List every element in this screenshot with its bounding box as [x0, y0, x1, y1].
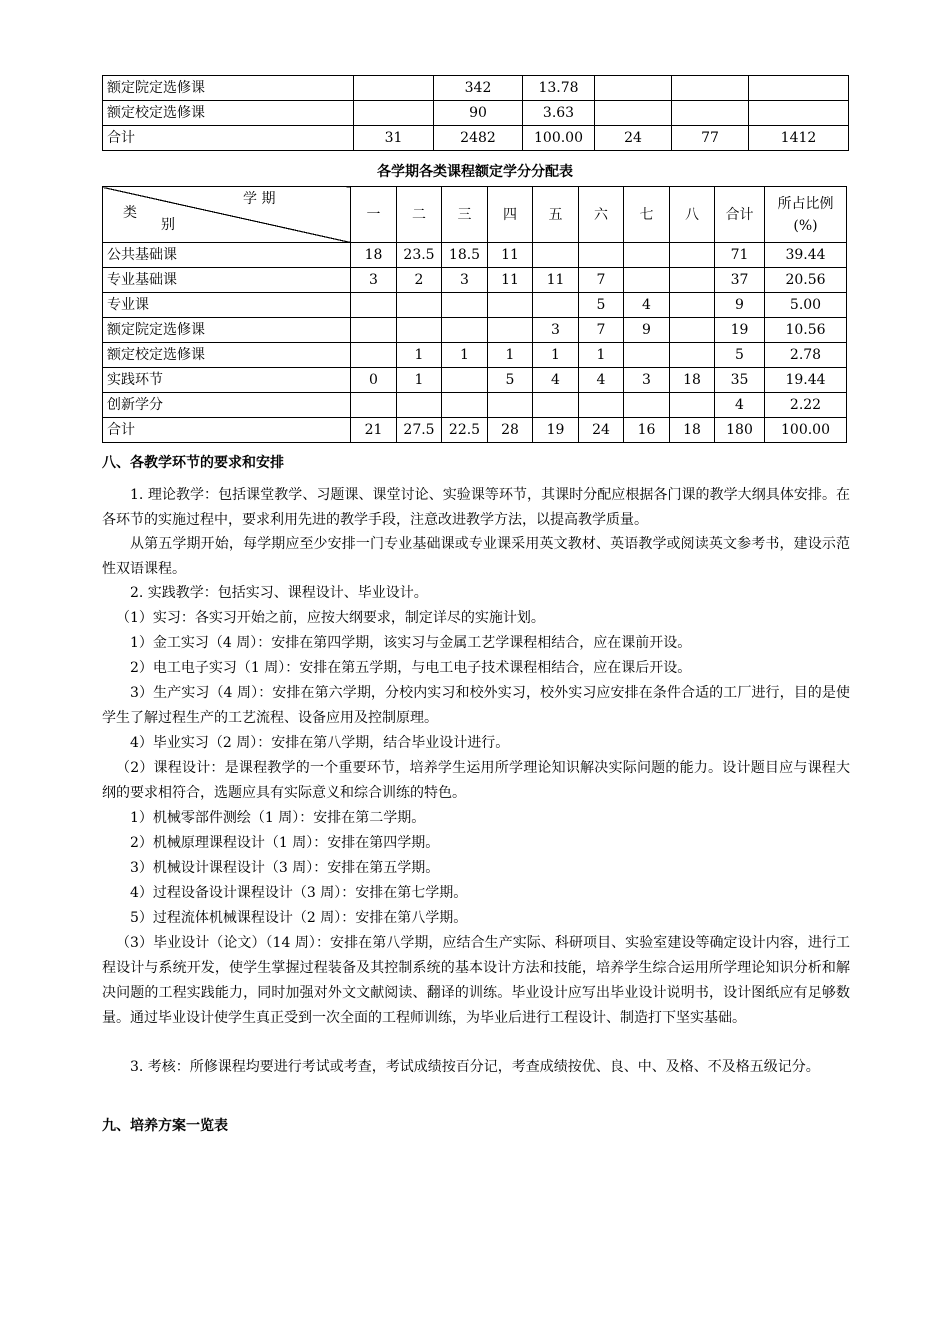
table-cell: [749, 101, 849, 126]
table-cell: [624, 243, 670, 268]
row-label: 合计: [103, 126, 354, 151]
list-item: 3）生产实习（4 周）：安排在第六学期，分校内实习和校外实习，校外实习应安排在条件合适的工厂进行，目的是使学生了解过程生产的工艺流程、设备应用及控制原理。: [102, 685, 850, 726]
table-cell: [442, 293, 488, 318]
table-cell: 4: [533, 368, 579, 393]
table-cell: 39.44: [765, 243, 847, 268]
table-cell: [533, 393, 579, 418]
row-label: 额定院定选修课: [103, 76, 354, 101]
row-label: 额定院定选修课: [103, 318, 351, 343]
table-cell: 3.63: [523, 101, 595, 126]
table-cell: 71: [715, 243, 765, 268]
table-cell: 10.56: [765, 318, 847, 343]
table-cell: 28: [488, 418, 533, 443]
table-cell: 24: [595, 126, 672, 151]
table-header-row: [103, 187, 847, 243]
semester-header: 三: [442, 187, 488, 243]
list-item: 1）金工实习（4 周）：安排在第四学期，该实习与金属工艺学课程相结合，应在课前开设。: [130, 635, 692, 651]
table-cell: [749, 76, 849, 101]
table-row: [103, 368, 847, 393]
table-cell: [670, 243, 715, 268]
row-label: 创新学分: [103, 393, 351, 418]
table-cell: 24: [579, 418, 624, 443]
row-label: 专业课: [103, 293, 351, 318]
table-cell: 35: [715, 368, 765, 393]
table-cell: 19.44: [765, 368, 847, 393]
section-9-heading: 九、培养方案一览表: [102, 1118, 228, 1134]
table-cell: 11: [533, 268, 579, 293]
table-cell: [397, 318, 442, 343]
semester-header: 六: [579, 187, 624, 243]
table-cell: [442, 368, 488, 393]
table-cell: 18.5: [442, 243, 488, 268]
table-cell: 1: [579, 343, 624, 368]
list-item: 1）机械零部件测绘（1 周）：安排在第二学期。: [130, 810, 426, 826]
table-cell: 19: [715, 318, 765, 343]
credit-hours-table: [102, 75, 849, 151]
row-label: 额定校定选修课: [103, 343, 351, 368]
table-cell: 3: [624, 368, 670, 393]
table-cell: 3: [533, 318, 579, 343]
row-label: 实践环节: [103, 368, 351, 393]
table-cell: 0: [351, 368, 397, 393]
row-label: 专业基础课: [103, 268, 351, 293]
table-cell: 2482: [434, 126, 523, 151]
table-cell: 11: [488, 243, 533, 268]
table-cell: [533, 293, 579, 318]
table-cell: [595, 101, 672, 126]
table-cell: 1: [442, 343, 488, 368]
table-cell: [579, 393, 624, 418]
table-cell: 1: [488, 343, 533, 368]
table-cell: [672, 76, 749, 101]
semester-header-label: 学 期: [243, 191, 276, 207]
paragraph-assessment: 3. 考核：所修课程均要进行考试或考查，考试成绩按百分记，考查成绩按优、良、中、及格、不及格五级记分。: [130, 1059, 820, 1075]
table-cell: [442, 318, 488, 343]
ratio-header: [765, 187, 847, 243]
table-cell: [624, 393, 670, 418]
semester-header: 四: [488, 187, 533, 243]
table-cell: 1: [397, 368, 442, 393]
diagonal-header-cell: [103, 187, 351, 243]
table-cell: [624, 268, 670, 293]
table-row: [103, 343, 847, 368]
table-cell: [670, 393, 715, 418]
table-cell: 16: [624, 418, 670, 443]
table-cell: [351, 318, 397, 343]
table-cell: 5: [488, 368, 533, 393]
paragraph-practice: 2. 实践教学：包括实习、课程设计、毕业设计。: [130, 585, 428, 601]
semester-header: 八: [670, 187, 715, 243]
category-header-label-2: 别: [161, 217, 175, 233]
table-cell: [670, 343, 715, 368]
table-row: [103, 293, 847, 318]
ratio-header-line-2: (%): [793, 217, 818, 234]
table-cell: [351, 393, 397, 418]
table-cell: 7: [579, 268, 624, 293]
table-cell: [397, 293, 442, 318]
semester-header: 二: [397, 187, 442, 243]
table-cell: 13.78: [523, 76, 595, 101]
ratio-header-line-1: 所占比例: [777, 195, 834, 212]
table-cell: 9: [624, 318, 670, 343]
table-row: [103, 243, 847, 268]
total-header: 合计: [715, 187, 765, 243]
table-row: [103, 418, 847, 443]
table-cell: [354, 76, 434, 101]
table-cell: [670, 293, 715, 318]
table-cell: 4: [715, 393, 765, 418]
table-cell: 1: [397, 343, 442, 368]
category-header-label-1: 类: [123, 205, 137, 221]
table-row: [103, 393, 847, 418]
table-cell: [670, 268, 715, 293]
table-cell: 5: [579, 293, 624, 318]
table-cell: [595, 76, 672, 101]
table-cell: 180: [715, 418, 765, 443]
row-label: 额定校定选修课: [103, 101, 354, 126]
table-cell: 342: [434, 76, 523, 101]
semester-header: 五: [533, 187, 579, 243]
list-item: 2）电工电子实习（1 周）：安排在第五学期，与电工电子技术课程相结合，应在课后开设。: [130, 660, 692, 676]
table-cell: 5: [715, 343, 765, 368]
table-cell: [488, 393, 533, 418]
semester-header: 七: [624, 187, 670, 243]
table-cell: 3: [351, 268, 397, 293]
paragraph-course-design: （2）课程设计：是课程教学的一个重要环节，培养学生运用所学理论知识解决实际问题的能力。设计题目应与课程大纲的要求相符合，选题应具有实际意义和综合训练的特色。: [102, 760, 850, 801]
list-item: 3）机械设计课程设计（3 周）：安排在第五学期。: [130, 860, 440, 876]
table-cell: [624, 343, 670, 368]
table-cell: [672, 101, 749, 126]
table-cell: 27.5: [397, 418, 442, 443]
table-cell: 1412: [749, 126, 849, 151]
table-cell: 9: [715, 293, 765, 318]
list-item: 4）过程设备设计课程设计（3 周）：安排在第七学期。: [130, 885, 468, 901]
table-cell: 18: [351, 243, 397, 268]
table-cell: [397, 393, 442, 418]
table-cell: 18: [670, 368, 715, 393]
table-cell: 100.00: [765, 418, 847, 443]
list-item: 5）过程流体机械课程设计（2 周）：安排在第八学期。: [130, 910, 468, 926]
row-label: 公共基础课: [103, 243, 351, 268]
table-title: 各学期各类课程额定学分分配表: [377, 164, 573, 180]
table-cell: 100.00: [523, 126, 595, 151]
row-label: 合计: [103, 418, 351, 443]
paragraph-theory: 1. 理论教学：包括课堂教学、习题课、课堂讨论、实验课等环节，其课时分配应根据各门课的教学大纲具体安排。在各环节的实施过程中，要求利用先进的教学手段，注意改进教学方法，以提高教学质量。: [102, 487, 850, 528]
table-cell: 18: [670, 418, 715, 443]
table-cell: 37: [715, 268, 765, 293]
section-8-heading: 八、各教学环节的要求和安排: [102, 455, 284, 471]
table-row: [103, 318, 847, 343]
table-cell: [442, 393, 488, 418]
list-item: 2）机械原理课程设计（1 周）：安排在第四学期。: [130, 835, 440, 851]
table-cell: 1: [533, 343, 579, 368]
paragraph-graduation-design: （3）毕业设计（论文）（14 周）：安排在第八学期，应结合生产实际、科研项目、实验室建设等确定设计内容，进行工程设计与系统开发，使学生掌握过程装备及其控制系统的基本设计方法和技能，培养学生综合运用所学理论知识分析和解决问题的工程实践能力，同时加强对外文文献阅读、翻译的训练。毕业设计应写出毕业设计说明书，设计图纸应有足够数量。通过毕业设计使学生真正受到一次全面的工程师训练，为毕业后进行工程设计、制造打下坚实基础。: [102, 935, 850, 1026]
table-cell: [354, 101, 434, 126]
table-cell: 77: [672, 126, 749, 151]
semester-credit-table: [102, 186, 847, 443]
semester-header: 一: [351, 187, 397, 243]
table-cell: [351, 343, 397, 368]
table-cell: [579, 243, 624, 268]
table-cell: 7: [579, 318, 624, 343]
table-cell: 4: [624, 293, 670, 318]
table-row: [103, 268, 847, 293]
table-cell: 22.5: [442, 418, 488, 443]
table-row: [103, 76, 849, 101]
table-cell: 4: [579, 368, 624, 393]
table-cell: 2.22: [765, 393, 847, 418]
table-cell: 5.00: [765, 293, 847, 318]
table-cell: 2: [397, 268, 442, 293]
table-cell: [533, 243, 579, 268]
table-cell: 2.78: [765, 343, 847, 368]
table-cell: [351, 293, 397, 318]
table-row: [103, 126, 849, 151]
table-row: [103, 101, 849, 126]
list-item: 4）毕业实习（2 周）：安排在第八学期，结合毕业设计进行。: [130, 735, 510, 751]
table-cell: 19: [533, 418, 579, 443]
table-cell: 20.56: [765, 268, 847, 293]
paragraph-bilingual: 从第五学期开始，每学期应至少安排一门专业基础课或专业课采用英文教材、英语教学或阅读英文参考书，建设示范性双语课程。: [102, 536, 850, 577]
table-cell: 11: [488, 268, 533, 293]
table-cell: 90: [434, 101, 523, 126]
table-cell: [488, 293, 533, 318]
table-cell: [670, 318, 715, 343]
table-cell: 21: [351, 418, 397, 443]
table-cell: [488, 318, 533, 343]
table-cell: 23.5: [397, 243, 442, 268]
paragraph-internship: （1）实习：各实习开始之前，应按大纲要求，制定详尽的实施计划。: [116, 610, 545, 626]
table-cell: 31: [354, 126, 434, 151]
table-cell: 3: [442, 268, 488, 293]
